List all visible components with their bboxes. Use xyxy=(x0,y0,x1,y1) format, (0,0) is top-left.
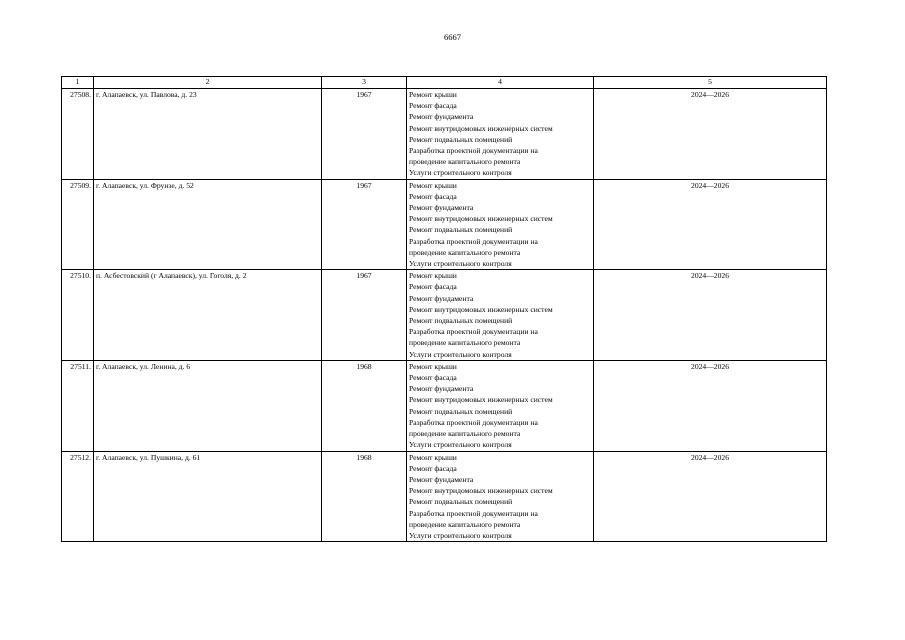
table-row xyxy=(62,270,827,361)
table-row xyxy=(62,179,827,270)
work-item: проведение капитального ремонта xyxy=(409,338,521,348)
work-item: Ремонт подвальных помещений xyxy=(409,316,513,326)
work-item: Ремонт внутридомовых инженерных систем xyxy=(409,304,553,314)
period-cell: 2024—2026 xyxy=(594,270,827,361)
work-item: Ремонт подвальных помещений xyxy=(409,406,513,416)
work-item: Разработка проектной документации на xyxy=(409,417,538,427)
work-item: Ремонт фасада xyxy=(409,191,457,201)
period-cell: 2024—2026 xyxy=(594,179,827,270)
address-cell: г. Алапаевск, ул. Ленина, д. 6 xyxy=(94,360,322,451)
year-cell: 1967 xyxy=(322,179,407,270)
work-item: Услуги строительного контроля xyxy=(409,530,512,540)
work-item: Ремонт фундамента xyxy=(409,474,474,484)
works-cell xyxy=(407,360,594,451)
work-item: Ремонт фундамента xyxy=(409,384,474,394)
work-item: Услуги строительного контроля xyxy=(409,440,512,450)
work-item: Ремонт крыши xyxy=(409,90,457,99)
work-item: Ремонт подвальных помещений xyxy=(409,134,513,144)
work-item: Услуги строительного контроля xyxy=(409,349,512,359)
period-cell: 2024—2026 xyxy=(594,89,827,180)
address-cell: п. Асбестовский (г Алапаевск), ул. Гоголя, д. 2 xyxy=(94,270,322,361)
work-item: Ремонт фундамента xyxy=(409,203,474,213)
work-item: Разработка проектной документации на xyxy=(409,146,538,156)
work-item: Услуги строительного контроля xyxy=(409,259,512,269)
work-item: Ремонт внутридомовых инженерных систем xyxy=(409,395,553,405)
header-col-3: 3 xyxy=(322,77,407,89)
work-item: проведение капитального ремонта xyxy=(409,429,521,439)
period-cell: 2024—2026 xyxy=(594,360,827,451)
table-body xyxy=(62,89,827,542)
year-cell: 1968 xyxy=(322,451,407,542)
work-item: Ремонт фундамента xyxy=(409,293,474,303)
works-cell xyxy=(407,451,594,542)
header-col-2: 2 xyxy=(94,77,322,89)
row-number: 27510. xyxy=(62,270,94,361)
work-item: Ремонт крыши xyxy=(409,271,457,281)
work-item: Ремонт крыши xyxy=(409,180,457,190)
address-cell: г. Алапаевск, ул. Фрунзе, д. 52 xyxy=(94,179,322,270)
work-item: Ремонт фасада xyxy=(409,282,457,292)
work-item: Услуги строительного контроля xyxy=(409,168,512,178)
work-item: Ремонт внутридомовых инженерных систем xyxy=(409,214,553,224)
work-item: Ремонт крыши xyxy=(409,361,457,371)
page-number: 6667 xyxy=(444,32,461,42)
work-item: Ремонт фасада xyxy=(409,463,457,473)
header-col-4: 4 xyxy=(407,77,594,89)
work-item: Ремонт внутридомовых инженерных систем xyxy=(409,486,553,496)
work-item: Ремонт внутридомовых инженерных систем xyxy=(409,123,553,133)
year-cell: 1967 xyxy=(322,89,407,180)
year-cell: 1968 xyxy=(322,360,407,451)
address-cell: г. Алапаевск, ул. Пушкина, д. 61 xyxy=(94,451,322,542)
work-item: Разработка проектной документации на xyxy=(409,508,538,518)
works-cell xyxy=(407,270,594,361)
work-item: Разработка проектной документации на xyxy=(409,236,538,246)
works-cell xyxy=(407,179,594,270)
work-item: Разработка проектной документации на xyxy=(409,327,538,337)
table-row xyxy=(62,360,827,451)
work-item: Ремонт фундамента xyxy=(409,112,474,122)
work-item: Ремонт крыши xyxy=(409,452,457,462)
table-row xyxy=(62,89,827,180)
work-item: Ремонт фасада xyxy=(409,101,457,111)
header-col-5: 5 xyxy=(594,77,827,89)
table-row xyxy=(62,451,827,542)
year-cell: 1967 xyxy=(322,270,407,361)
work-item: проведение капитального ремонта xyxy=(409,247,521,257)
work-item: Ремонт подвальных помещений xyxy=(409,225,513,235)
works-cell xyxy=(407,89,594,180)
address-cell: г. Алапаевск, ул. Павлова, д. 23 xyxy=(94,89,322,180)
work-item: Ремонт фасада xyxy=(409,373,457,383)
work-item: проведение капитального ремонта xyxy=(409,519,521,529)
row-number: 27511. xyxy=(62,360,94,451)
header-col-1: 1 xyxy=(62,77,94,89)
row-number: 27512. xyxy=(62,451,94,542)
row-number: 27509. xyxy=(62,179,94,270)
work-item: Ремонт подвальных помещений xyxy=(409,497,513,507)
header-row xyxy=(62,77,827,89)
work-item: проведение капитального ремонта xyxy=(409,157,521,167)
period-cell: 2024—2026 xyxy=(594,451,827,542)
repair-schedule-table xyxy=(61,76,827,542)
row-number: 27508. xyxy=(62,89,94,180)
